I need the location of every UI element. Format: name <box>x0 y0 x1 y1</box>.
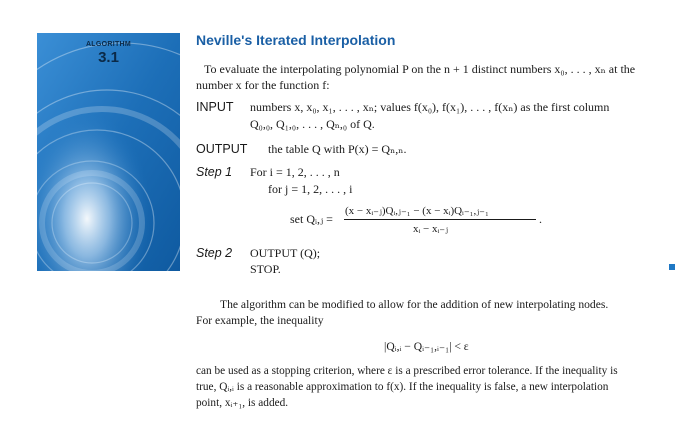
intro-line-2: number x for the function f: <box>196 78 330 92</box>
step-1-label: Step 1 <box>196 165 233 179</box>
paragraph-2-line-3: point, xᵢ₊₁, is added. <box>196 397 289 409</box>
formula-numerator: (x − xᵢ₋ⱼ)Qᵢ,ⱼ₋₁ − (x − xᵢ)Qᵢ₋₁,ⱼ₋₁ <box>345 205 489 217</box>
algorithm-sidebar <box>37 33 180 271</box>
paragraph-1-line-2: For example, the inequality <box>196 314 324 327</box>
set-q-text: set Qᵢ,ⱼ = <box>290 212 333 226</box>
paragraph-2-line-1: can be used as a stopping criterion, where ε is a prescribed error tolerance. If the inequality is <box>196 365 618 377</box>
output-label: OUTPUT <box>196 142 248 156</box>
end-of-algorithm-marker <box>669 264 675 270</box>
algorithm-title: Neville's Iterated Interpolation <box>196 32 396 48</box>
input-line-1: numbers x, x₀, x₁, . . . , xₙ; values f(x₀), f(x₁), . . . , f(xₙ) as the first column <box>250 100 610 114</box>
output-text: the table Q with P(x) = Qₙ,ₙ. <box>268 142 407 156</box>
step-1-line-1: For i = 1, 2, . . . , n <box>250 165 340 179</box>
paragraph-1-line-1: The algorithm can be modified to allow for the addition of new interpolating nodes. <box>220 298 609 311</box>
fraction-bar <box>344 219 536 220</box>
input-line-2: Q₀,₀, Q₁,₀, . . . , Qₙ,₀ of Q. <box>250 117 375 131</box>
formula-denominator: xᵢ − xᵢ₋ⱼ <box>413 223 449 235</box>
step-2-line-1: OUTPUT (Q); <box>250 246 321 260</box>
formula-period: . <box>539 212 542 226</box>
step-1-line-2: for j = 1, 2, . . . , i <box>268 182 353 196</box>
stopping-inequality: |Qᵢ,ᵢ − Qᵢ₋₁,ᵢ₋₁| < ε <box>384 340 469 353</box>
input-label: INPUT <box>196 100 234 114</box>
intro-line-1: To evaluate the interpolating polynomial P on the n + 1 distinct numbers x₀, . . . , xₙ at the <box>204 62 636 76</box>
algorithm-number: 3.1 <box>98 49 119 66</box>
step-2-label: Step 2 <box>196 246 233 260</box>
decorative-swirl-graphic <box>37 33 180 271</box>
step-2-line-2: STOP. <box>250 262 281 276</box>
paragraph-2-line-2: true, Qᵢ,ᵢ is a reasonable approximation to f(x). If the inequality is false, a new interpolation <box>196 381 609 393</box>
algorithm-label: ALGORITHM <box>85 41 132 48</box>
